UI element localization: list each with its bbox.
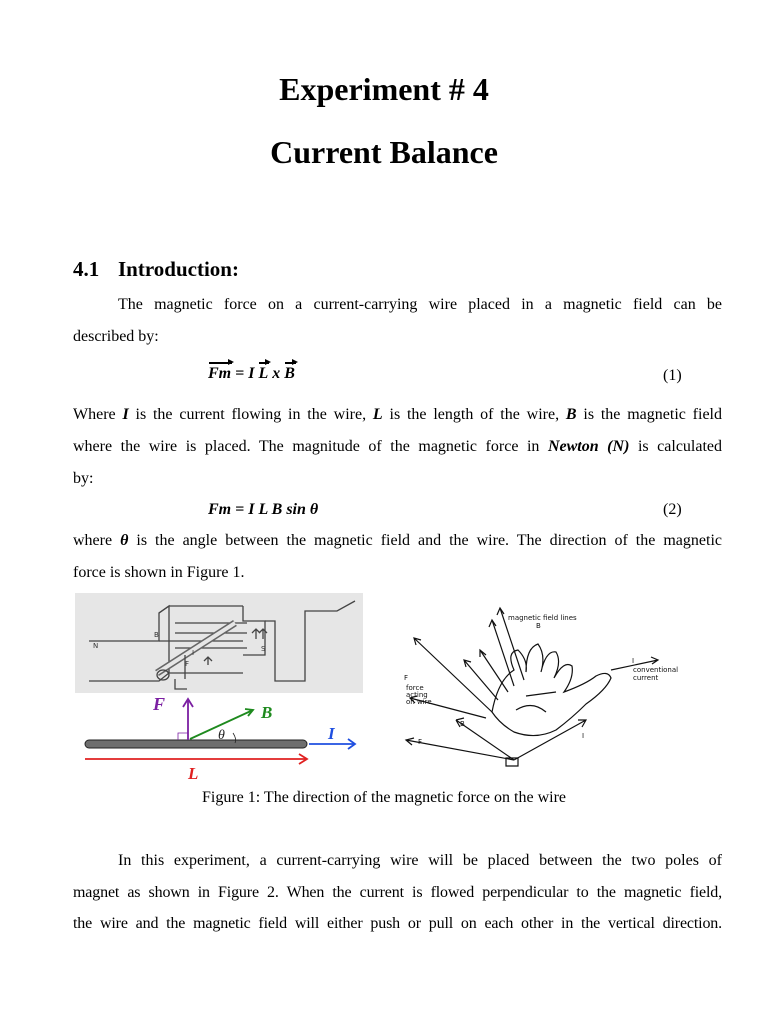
field-lines-label: magnetic field lines [508,614,577,622]
right-hand-rule-figure [396,600,706,772]
experiment-subtitle: Current Balance [270,134,498,170]
conventional-label: conventional [633,666,679,674]
experiment-text-1: In this experiment, a current-carrying wire will be placed between the two poles of [118,852,722,869]
intro-paragraph-line2: described by: [73,328,159,345]
l-vector: L [258,365,269,382]
equation-1: Fm = I L x B [208,365,295,382]
equation-2-number: (2) [663,501,682,518]
force-f-small: F [404,674,409,682]
on-wire-label: on wire [406,698,432,706]
intro-paragraph-line1 [73,289,722,321]
field-lines-b: B [536,622,541,630]
bottom-f-label: F [418,738,423,746]
experiment-line3: the wire and the magnetic field will either push or pull on each other in the vertical direction. [73,915,722,932]
equation-1-number: (1) [663,367,682,384]
current-i-vector-label: I [328,724,335,743]
definition-line2: where the wire is placed. The magnitude of the magnetic force in Newton (N) is calculated [73,438,723,455]
angle-line2: force is shown in Figure 1. [73,564,245,581]
current-i-small: I [632,657,635,665]
field-b-label: B [154,631,159,639]
figure-caption: Figure 1: The direction of the magnetic force on the wire [201,789,567,806]
angle-line1: where θ is the angle between the magnetic field and the wire. The direction of the magnetic [73,532,722,549]
experiment-title: Experiment # 4 [279,71,489,107]
current-label: current [633,674,659,682]
experiment-line1 [73,845,722,877]
magnet-wire-figure [75,593,365,783]
bottom-i-label: I [582,732,585,740]
experiment-line2: magnet as shown in Figure 2. When the current is flowed perpendicular to the magnetic field, [73,884,722,901]
theta-label: θ [218,728,225,743]
definition-line3: by: [73,470,94,487]
section-number: 4.1 [73,257,100,281]
force-label: force [406,684,424,692]
pole-s-label: S [261,645,266,653]
b-vector: B [284,365,295,382]
fm-vector: Fm [208,365,232,382]
field-b-vector-label: B [261,703,273,722]
intro-text-1: The magnetic force on a current-carrying wire placed in a magnetic field can be [118,296,722,313]
pole-n-label: N [93,642,99,650]
hand-sketch [406,608,658,766]
force-f-small-label: F [185,660,190,668]
section-heading [73,256,239,282]
photo-background [75,593,363,693]
section-title: Introduction: [118,257,239,281]
current-i-label: I [192,649,195,657]
force-f-label: F [153,694,166,714]
bottom-b-label: B [460,720,465,728]
length-l-label: L [188,764,199,783]
wire-rod [85,740,307,748]
acting-label: acting [406,691,428,699]
definition-line1: Where I is the current flowing in the wire, L is the length of the wire, B is the magnetic field [73,406,722,423]
equation-2: Fm = I L B sin θ [208,501,319,518]
